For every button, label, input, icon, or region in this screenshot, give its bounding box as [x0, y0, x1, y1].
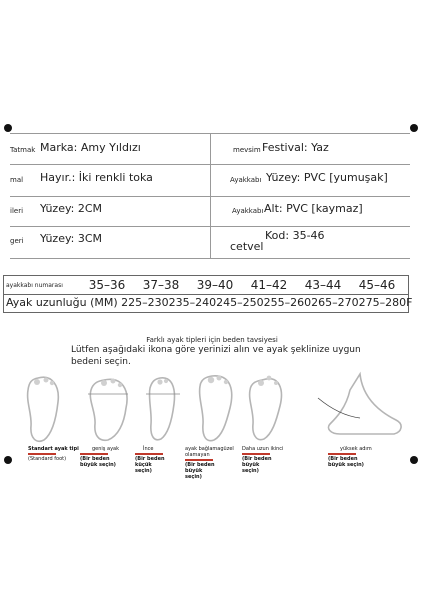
row2-right-label: Ayakkabı — [230, 176, 262, 184]
back-height-value: Yüzey: 3CM — [40, 232, 103, 245]
advice-title: Farklı ayak tipleri için beden tavsiyesi — [146, 336, 278, 344]
foot-label-thin — [135, 446, 185, 474]
row2-left-label: mal — [10, 176, 24, 184]
foot-name: yüksek adım — [340, 446, 372, 452]
advice-line2: bedeni seçin. — [71, 357, 131, 367]
foot-label-uneven — [185, 446, 241, 480]
row1-left-label: Tatmak — [10, 146, 36, 154]
high-arch-foot-icon — [328, 374, 401, 434]
accent-line — [328, 453, 356, 455]
foot-name: İnce — [143, 446, 154, 452]
uneven-foot-icon — [200, 376, 232, 441]
size-cell: 43–44 — [304, 278, 342, 292]
accent-line — [185, 459, 213, 461]
upper-material-value: Yüzey: PVC [yumuşak] — [266, 171, 388, 184]
foot-label-long-second — [242, 446, 292, 474]
foot-sub: (Bir beden büyük seçin) — [242, 456, 272, 474]
foot-name: Standart ayak tipi — [28, 446, 79, 452]
foot-label-high-arch — [328, 446, 388, 468]
wide-foot-icon — [90, 379, 127, 440]
sole-material-value: Alt: PVC [kaymaz] — [264, 202, 363, 215]
row3-right-label: Ayakkabı — [232, 207, 264, 215]
corner-dot — [4, 456, 12, 464]
foot-name: ayak bağlamagüzel olamayan — [185, 446, 234, 458]
season-value: Festival: Yaz — [262, 141, 329, 154]
size-cell: 41–42 — [250, 278, 288, 292]
foot-sub: (Bir beden büyük seçin) — [185, 462, 215, 480]
foot-sub: (Bir beden büyük seçin) — [328, 456, 364, 468]
size-row — [3, 275, 409, 295]
corner-dot — [410, 456, 418, 464]
size-cell: 45–46 — [358, 278, 396, 292]
row3-left-label: ileri — [10, 207, 24, 215]
foot-name: Daha uzun ikinci — [242, 446, 284, 452]
standard-foot-icon — [28, 377, 59, 441]
accent-line — [135, 453, 163, 455]
foot-sub: (Bir beden küçük seçin) — [135, 456, 165, 474]
long-second-toe-foot-icon — [250, 379, 282, 440]
foot-label-standard — [28, 446, 79, 462]
advice-line1: Lütfen aşağıdaki ikona göre yerinizi alın ve ayak şeklinize uygun — [71, 345, 361, 355]
accent-line — [80, 453, 108, 455]
row4-left-label: geri — [10, 237, 24, 245]
thin-foot-icon — [149, 378, 174, 440]
model-value: Hayır.: İki renkli toka — [40, 171, 153, 184]
foot-name: geniş ayak — [92, 446, 119, 452]
foot-sub: (Bir beden büyük seçin) — [80, 456, 116, 468]
foot-illustrations — [0, 368, 424, 446]
accent-line — [242, 453, 270, 455]
size-code-value: Kod: 35-46 — [265, 229, 325, 242]
brand-value: Marka: Amy Yıldızı — [40, 141, 141, 154]
size-cell: 39–40 — [196, 278, 234, 292]
corner-dot — [4, 124, 12, 132]
foot-length-text: Ayak uzunluğu (MM) 225–230235–240245–250255–260265–270275–280F — [6, 296, 413, 309]
front-height-value: Yüzey: 2CM — [40, 202, 103, 215]
foot-label-wide — [80, 446, 130, 468]
corner-dot — [410, 124, 418, 132]
foot-length-row — [3, 294, 413, 313]
accent-line — [28, 453, 56, 455]
foot-sub: (Standard foot) — [28, 456, 67, 462]
size-cell: 37–38 — [142, 278, 180, 292]
row4-right-label: cetvel — [230, 240, 264, 253]
size-row-label: ayakkabı numarası — [6, 281, 63, 289]
row1-right-label: mevsim — [233, 146, 261, 154]
size-cell: 35–36 — [88, 278, 126, 292]
